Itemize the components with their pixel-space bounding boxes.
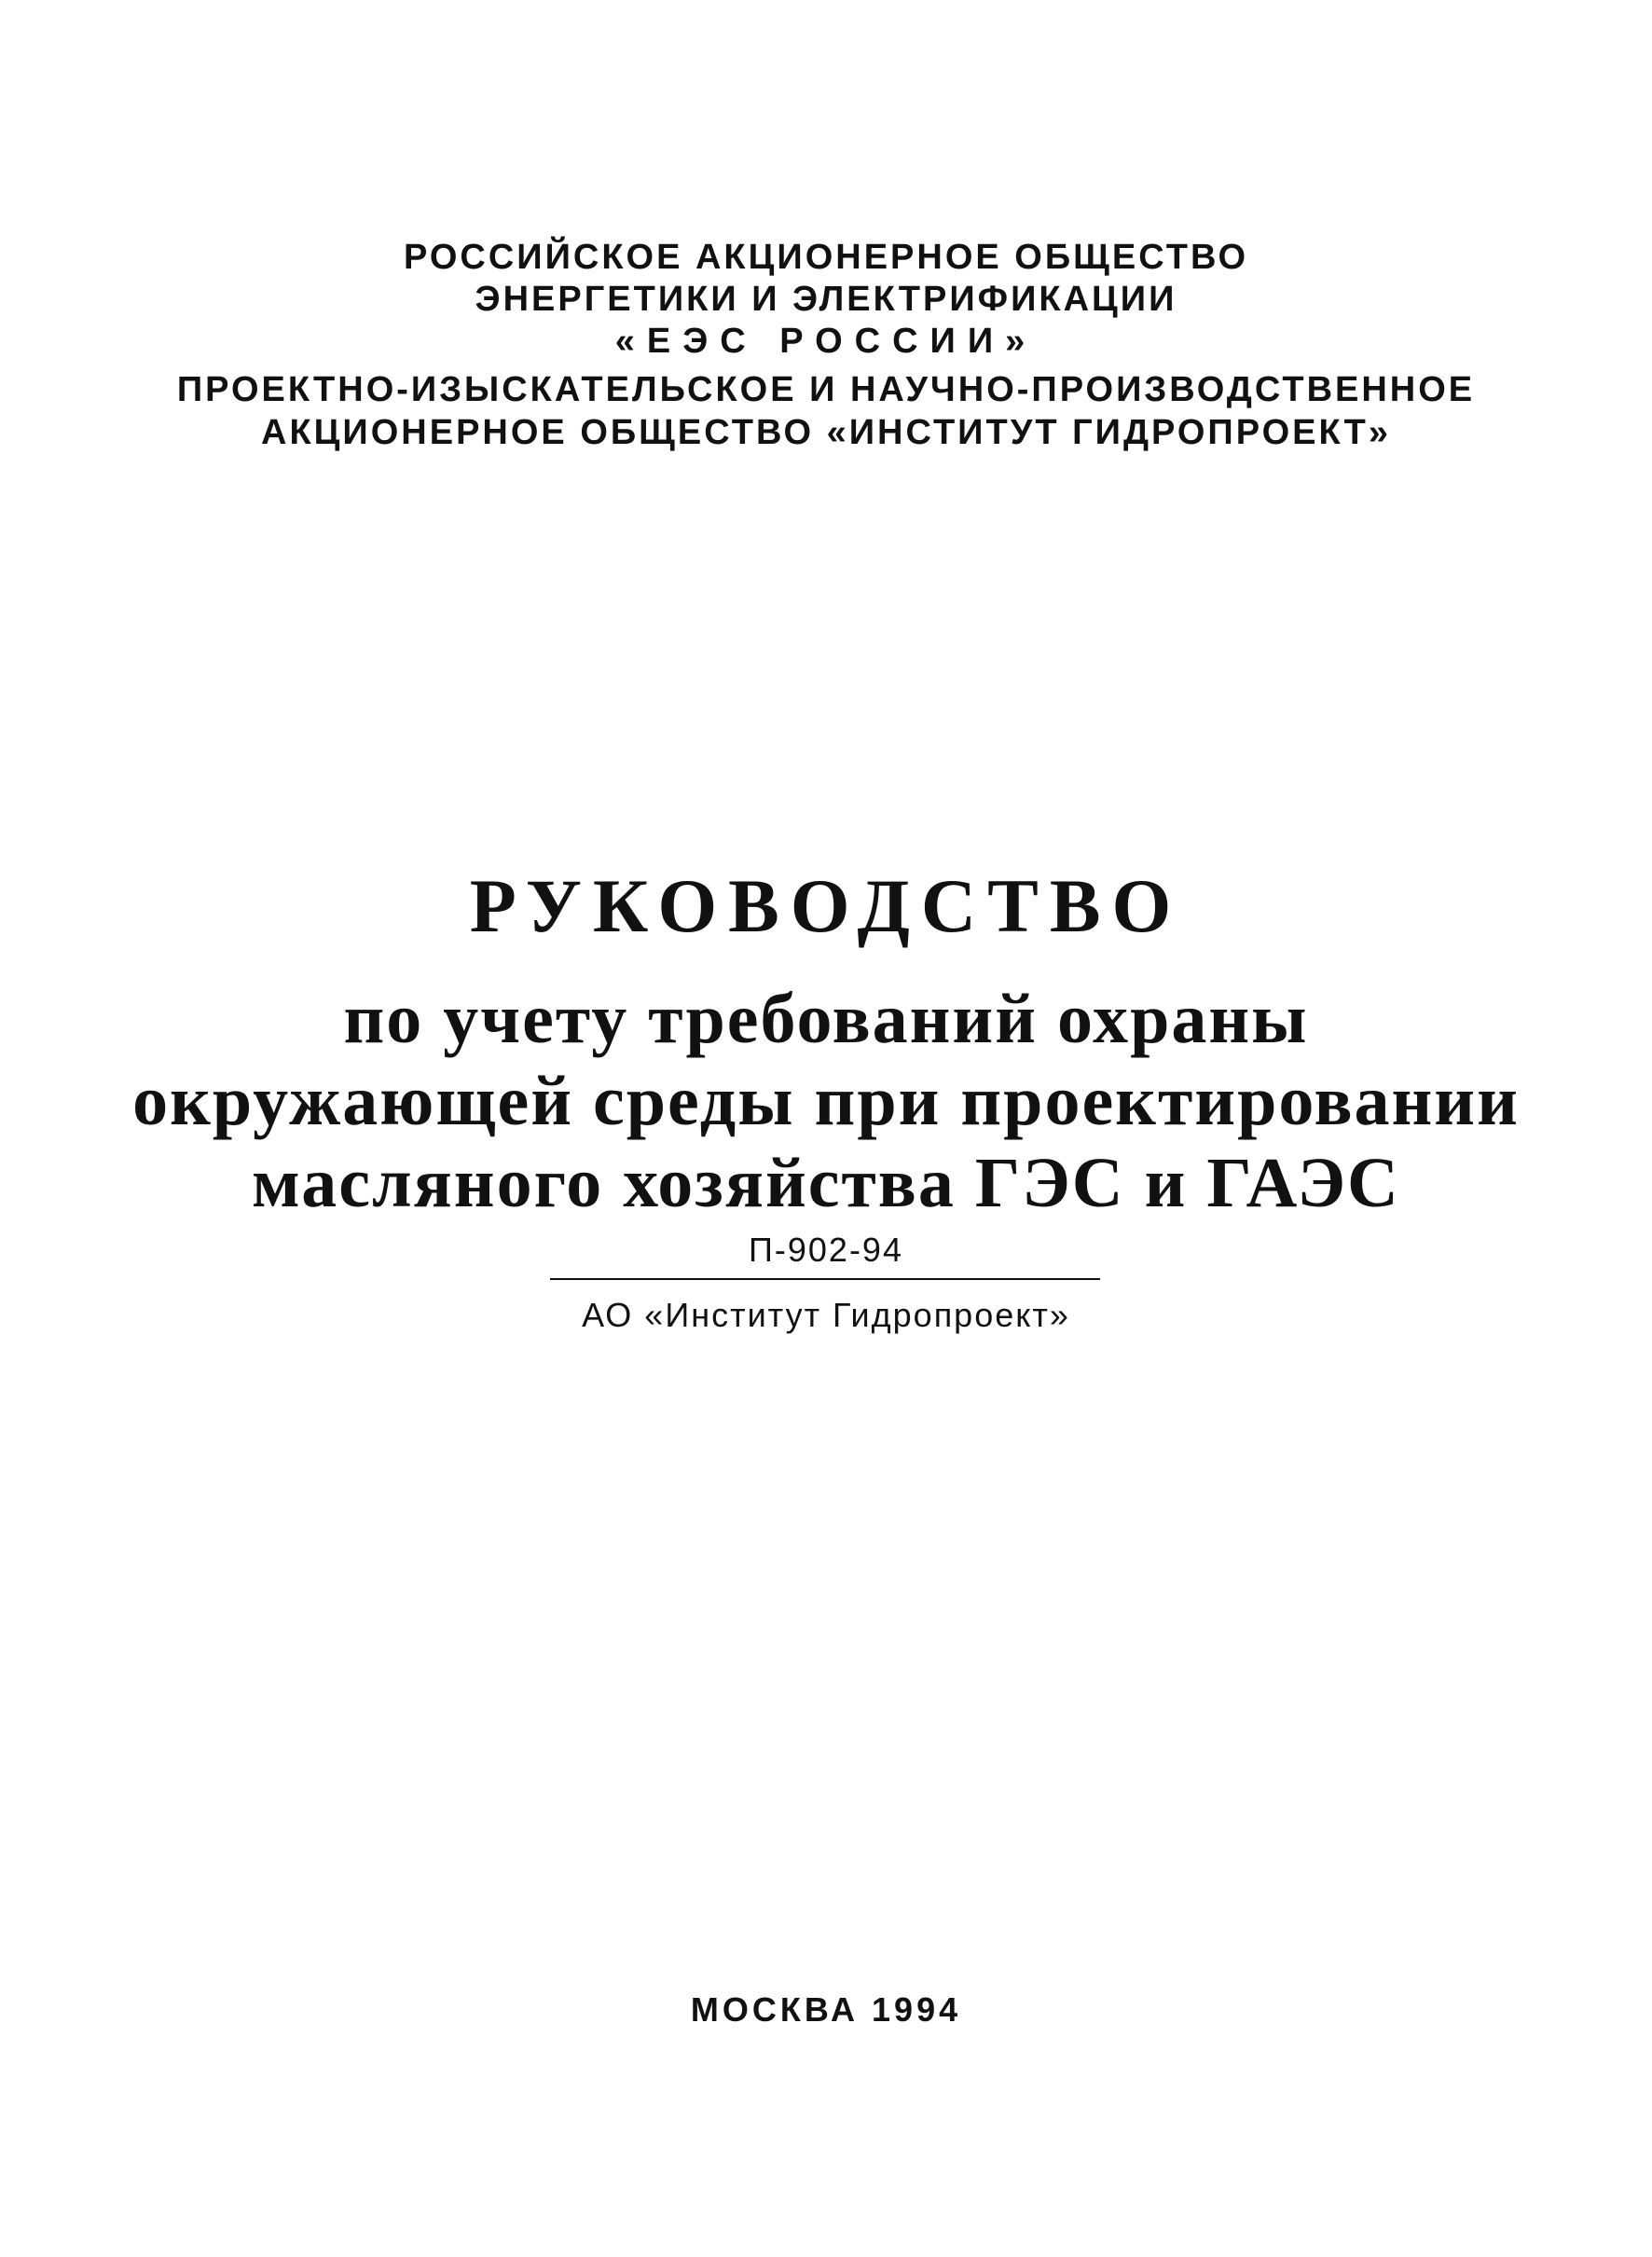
- org-line-5: АКЦИОНЕРНОЕ ОБЩЕСТВО «ИНСТИТУТ ГИДРОПРОЕКТ»: [261, 413, 1391, 452]
- subtitle-line-1: по учету требований охраны: [343, 980, 1309, 1058]
- document-title: РУКОВОДСТВО: [469, 863, 1183, 948]
- subtitle-line-2: окружающей среды при проектировании: [132, 1062, 1520, 1140]
- divider-rule: [550, 1278, 1100, 1280]
- city-year: МОСКВА 1994: [690, 1990, 962, 2029]
- org-line-1: РОССИЙСКОЕ АКЦИОНЕРНОЕ ОБЩЕСТВО: [403, 238, 1248, 277]
- subtitle-line-3: масляного хозяйства ГЭС и ГАЭС: [252, 1144, 1400, 1222]
- publisher-name: АО «Институт Гидропроект»: [582, 1296, 1070, 1334]
- org-line-3: «ЕЭС РОССИИ»: [614, 322, 1038, 361]
- document-code: П-902-94: [749, 1231, 903, 1269]
- org-line-4: ПРОЕКТНО-ИЗЫСКАТЕЛЬСКОЕ И НАУЧНО-ПРОИЗВОДСТВЕННОЕ: [176, 370, 1476, 409]
- org-line-2: ЭНЕРГЕТИКИ И ЭЛЕКТРИФИКАЦИИ: [475, 280, 1177, 319]
